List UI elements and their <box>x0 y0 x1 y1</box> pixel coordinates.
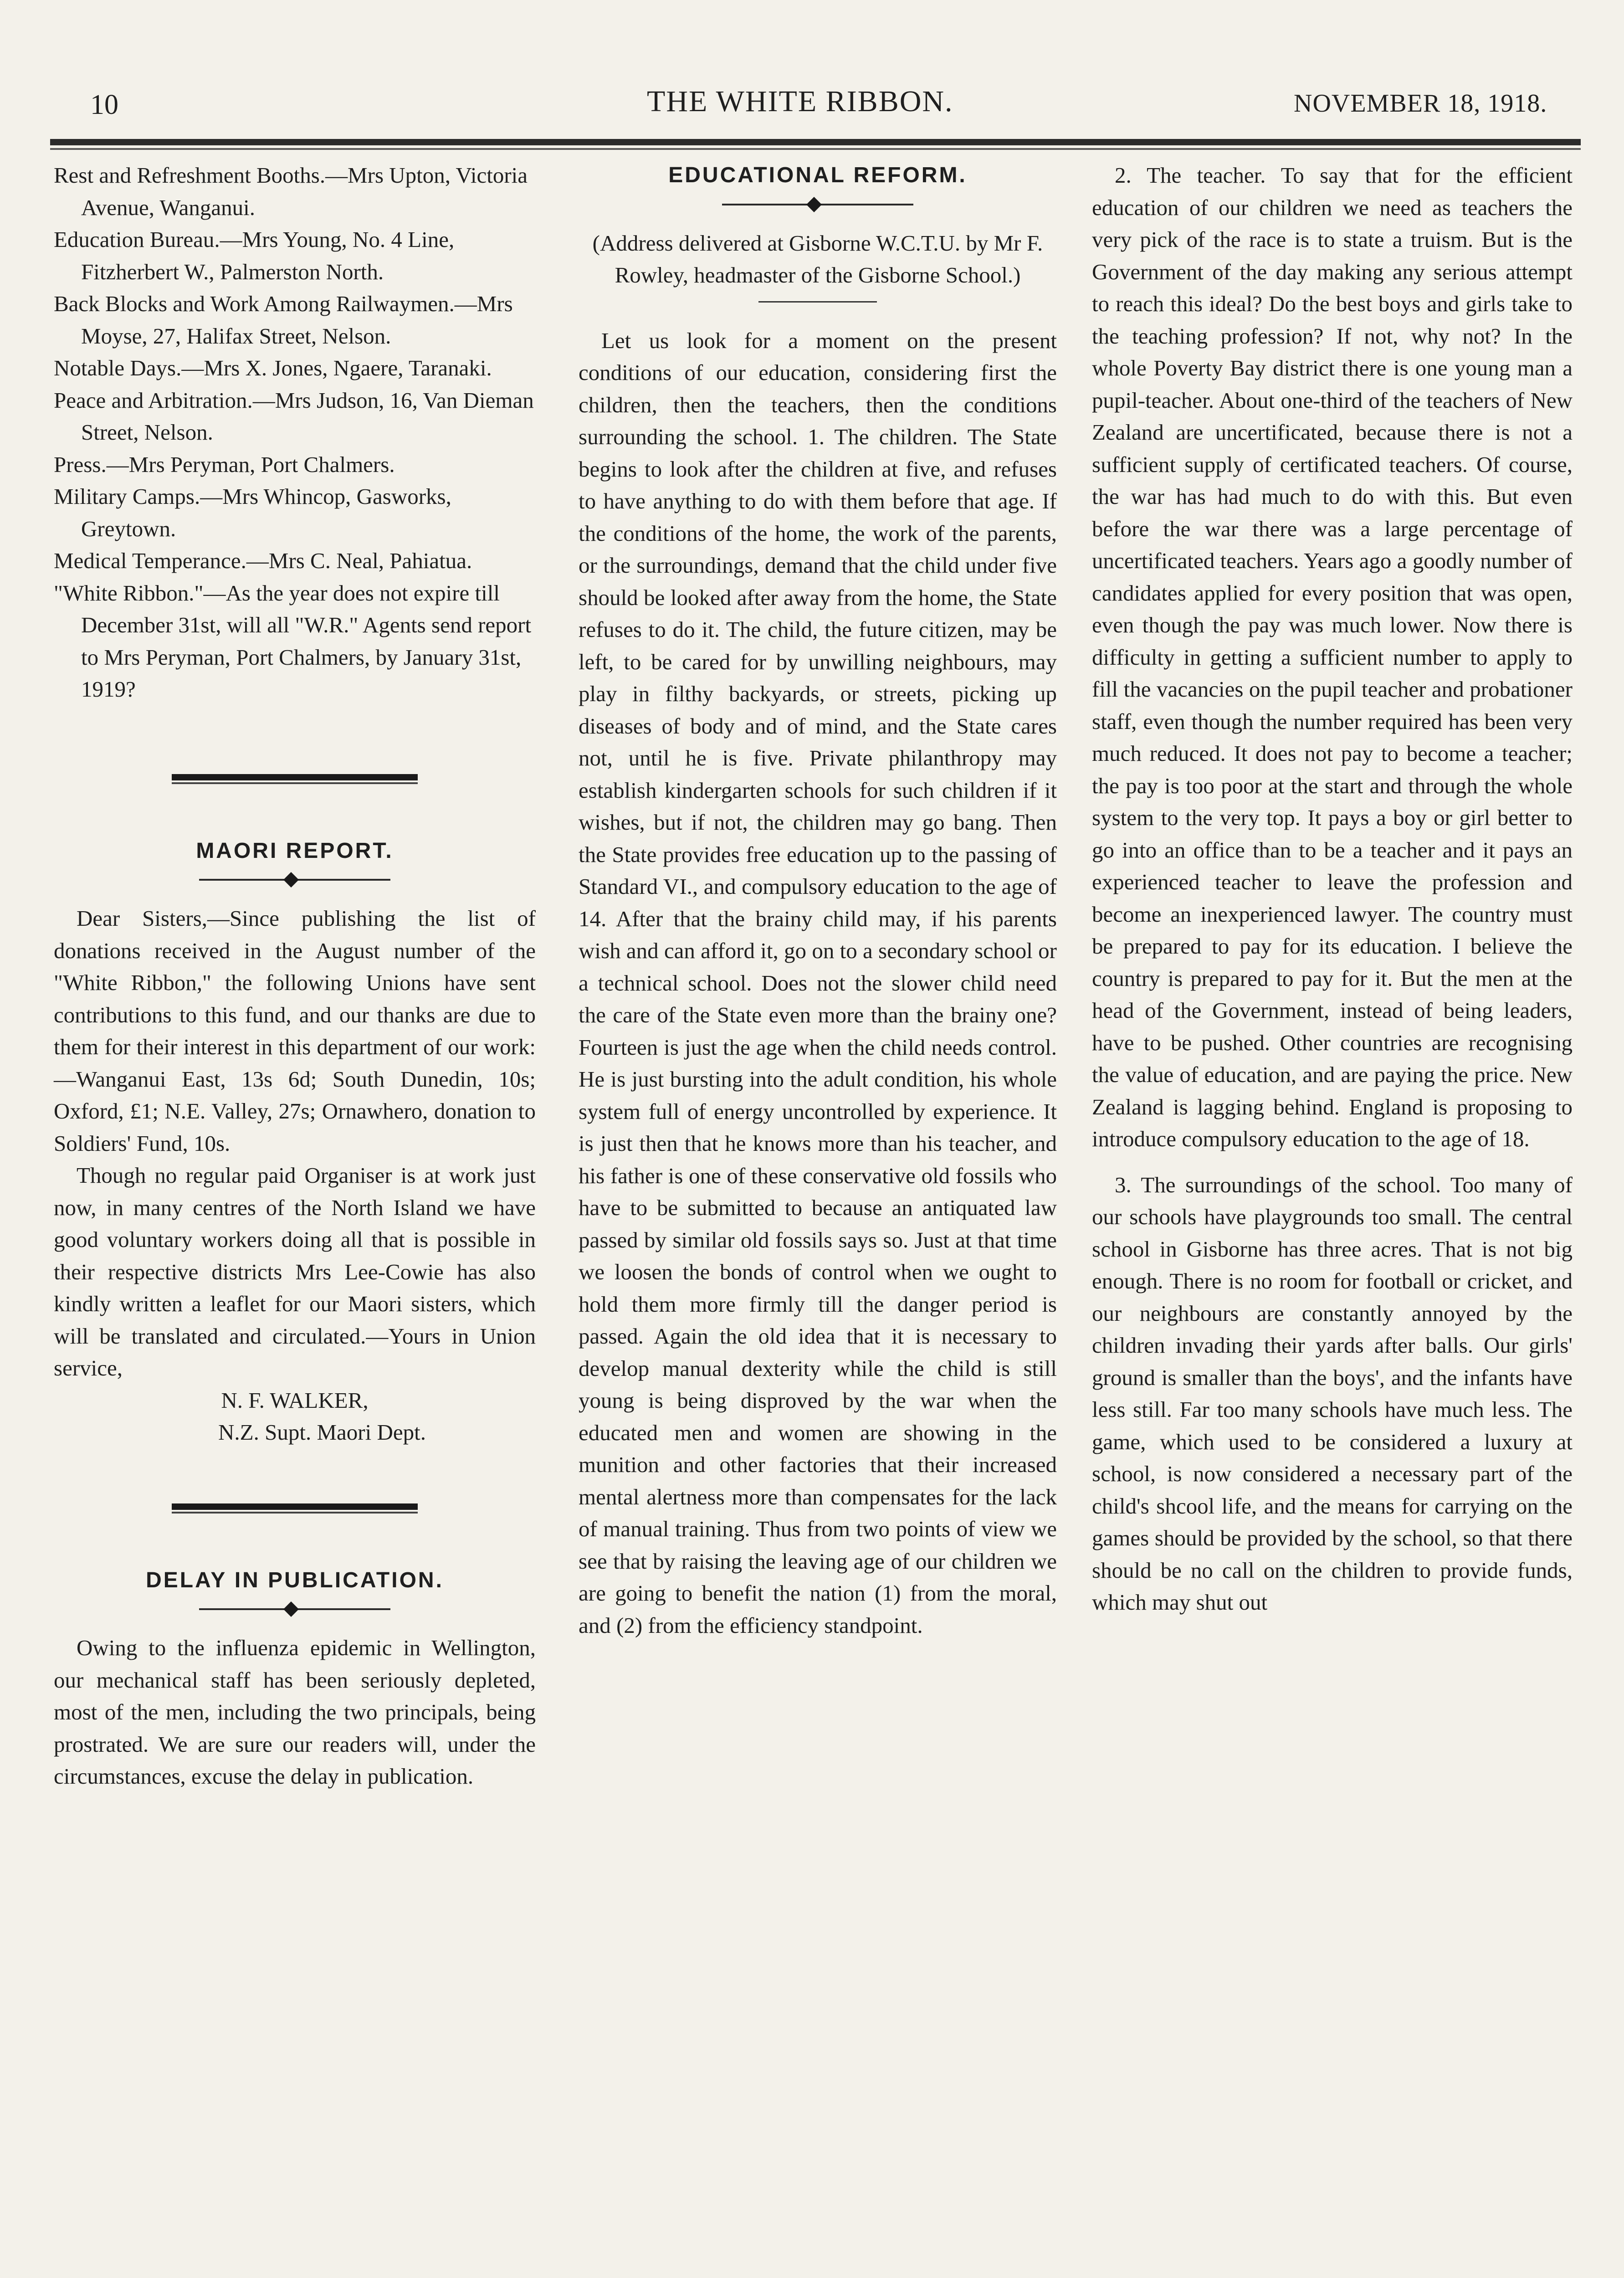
section-divider <box>172 1503 418 1510</box>
column-1 <box>54 159 536 1793</box>
address-note: (Address delivered at Gisborne W.C.T.U. by Mr F. Rowley, headmaster of the Gisborne School.) <box>592 230 1043 287</box>
dept-entry: Military Camps.—Mrs Whincop, Gasworks, Greytown. <box>54 484 451 541</box>
agents-notice: "White Ribbon."—As the year does not expire till December 31st, will all "W.R." Agents send report to Mrs Peryman, Port Chalmers, by January 31st, 1919? <box>54 580 532 702</box>
article-paragraph: Let us look for a moment on the present conditions of our education, considering first the children, then the teachers, then the conditions surrounding the school. 1. The children. The State begins to look after the children at five, and refuses to have anything to do with them before that age. If the conditions of the home, the work of the parents, or the surroundings, demand that the child under five should be looked after away from the home, the State refuses to do it. The child, the future citizen, may be left, to be cared for by unwilling neighbours, may play in filthy backyards, or streets, picking up diseases of body and of mind, and the State cares not, until he is five. Private philanthropy may establish kindergarten schools for such children if it wishes, but if not, the children may go bang. Then the State provides free education up to the passing of Standard VI., and compulsory education to the age of 14. After that the brainy child may, if his parents wish and can afford it, go on to a secondary school or a technical school. Does not the slower child need the care of the State even more than the brainy one? Fourteen is just the age when the child needs control. He is just bursting into the adult condition, his whole system full of energy uncontrolled by experience. It is just then that he knows more than his teacher, and his father is one of these conservative old fossils who have to be submitted to because an antiquated law passed by similar old fossils says so. Just at that time we loosen the bonds of control when we ought to hold them more firmly till the danger period is passed. Again the old idea that it is necessary to develop manual dexterity while the child is still young is being disproved by the war when the educated men and women are showing in the munition and other factories that their increased mental alertness more than compensates for the lack of manual training. Thus from two points of view we see that by raising the leaving age of our children we are going to benefit the nation (1) from the moral, and (2) from the efficiency standpoint. <box>579 328 1057 1638</box>
publication-title: THE WHITE RIBBON. <box>647 85 953 118</box>
header-rule-thin <box>50 148 1581 150</box>
dept-entry: Medical Temperance.—Mrs C. Neal, Pahiatua. <box>54 548 472 573</box>
dept-entry: Peace and Arbitration.—Mrs Judson, 16, Van Dieman Street, Nelson. <box>54 387 534 445</box>
dept-entry: Back Blocks and Work Among Railwaymen.—Mrs Moyse, 27, Halifax Street, Nelson. <box>54 291 513 349</box>
column-3 <box>1092 159 1573 1619</box>
dept-entry: Press.—Mrs Peryman, Port Chalmers. <box>54 451 395 477</box>
maori-report-paragraph: Though no regular paid Organiser is at work just now, in many centres of the North Island we have good voluntary workers doing all that is possible in their respective districts Mrs Lee-Cowie has also kindly written a leaflet for our Maori sisters, which will be translated and circulated.—Yours in Union service, <box>54 1163 536 1380</box>
signature-name: N. F. WALKER, <box>221 1387 369 1413</box>
article-paragraph: 2. The teacher. To say that for the efficient education of our children we need as teachers the very pick of the race is to state a truism. But is the Government of the day making any serious attempt to reach this ideal? Do the best boys and girls take to the teaching profession? If not, why not? In the whole Poverty Bay district there is one young man a pupil-teacher. About one-third of the teachers of New Zealand are uncertificated, because there is not a sufficient supply of certificated teachers. Of course, the war has had much to do with this. But even before the war there was a large percentage of uncertificated teachers. Years ago a goodly number of candidates applied for every position that was open, even though the pay was much lower. Now there is difficulty in getting a sufficient number to apply to fill the vacancies on the pupil teacher and probationer staff, even though the number required has been very much reduced. It does not pay to become a teacher; the pay is too poor at the start and through the whole system to the very top. It pays a boy or girl better to go into an office than to be a teacher and it pays an experienced teacher to leave the profession and become an inexperienced lawyer. The country must be prepared to pay for its education. I believe the country is prepared to pay for it. But the men at the head of the Government, instead of being leaders, have to be pushed. Other countries are recognising the value of education, and are paying the price. New Zealand is lagging behind. England is proposing to introduce compulsory education to the age of 18. <box>1092 163 1573 1151</box>
heading-ornament <box>199 871 390 889</box>
dept-entry: Notable Days.—Mrs X. Jones, Ngaere, Taranaki. <box>54 355 492 380</box>
column-2 <box>579 159 1057 1642</box>
delay-paragraph: Owing to the influenza epidemic in Wellington, our mechanical staff has been seriously depleted, most of the men, including the two principals, being prostrated. We are sure our readers will, under the circumstances, excuse the delay in publication. <box>54 1635 536 1789</box>
header-rule <box>50 139 1581 145</box>
issue-date: NOVEMBER 18, 1918. <box>1294 89 1547 118</box>
heading-ornament <box>722 195 913 214</box>
educational-reform-heading: EDUCATIONAL REFORM. <box>668 163 967 187</box>
short-rule <box>758 296 877 309</box>
maori-report-heading: MAORI REPORT. <box>196 838 394 863</box>
dept-entry: Education Bureau.—Mrs Young, No. 4 Line, Fitzherbert W., Palmerston North. <box>54 227 455 284</box>
section-divider <box>172 774 418 780</box>
dept-entry: Rest and Refreshment Booths.—Mrs Upton, Victoria Avenue, Wanganui. <box>54 163 528 220</box>
page-number: 10 <box>90 89 118 120</box>
delay-heading: DELAY IN PUBLICATION. <box>146 1568 444 1592</box>
heading-ornament <box>199 1600 390 1618</box>
article-paragraph: 3. The surroundings of the school. Too many of our schools have playgrounds too small. The central school in Gisborne has three acres. That is not big enough. There is no room for football or cricket, and our neighbours are constantly annoyed by the children invading their yards after balls. Our girls' ground is smaller than the boys', and the infants have less still. Far too many schools have much less. The game, which used to be considered a luxury at school, is now considered a necessary part of the child's shcool life, and the means for carrying on the games should be provided by the school, so that there should be no call on the children to provide funds, which may shut out <box>1092 1172 1573 1615</box>
maori-report-paragraph: Dear Sisters,—Since publishing the list of donations received in the August number of the "White Ribbon," the following Unions have sent contributions to this fund, and our thanks are due to them for their interest in this department of our work:—Wanganui East, 13s 6d; South Dunedin, 10s; Oxford, £1; N.E. Valley, 27s; Ornawhero, donation to Soldiers' Fund, 10s. <box>54 906 536 1156</box>
signature-title: N.Z. Supt. Maori Dept. <box>218 1420 426 1445</box>
